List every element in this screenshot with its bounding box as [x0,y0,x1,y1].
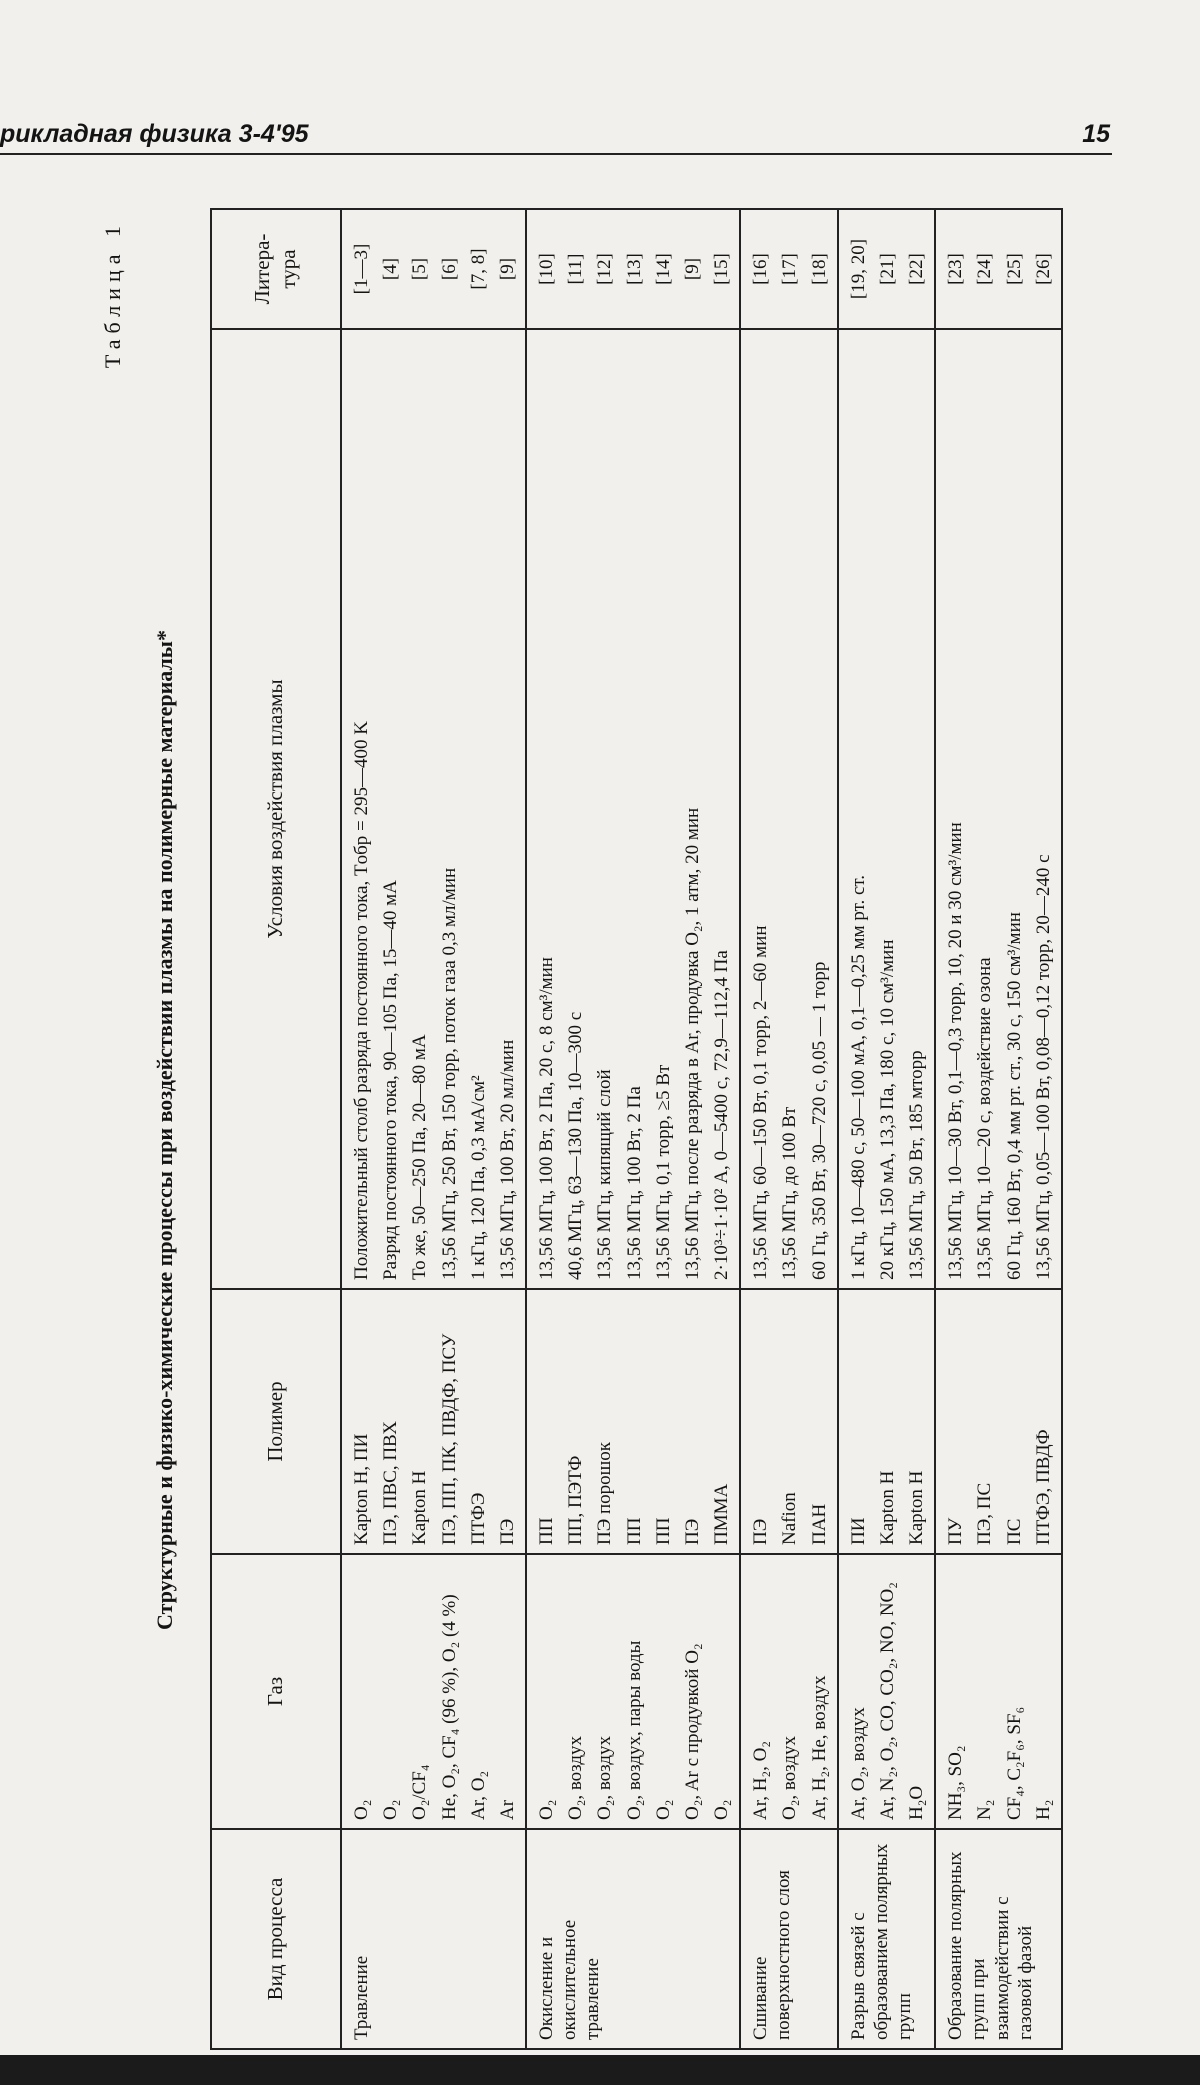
gas-cell: Ar, H₂, He, воздух [805,1554,838,1829]
ref-cell: [19, 20] [838,209,873,329]
table-row [620,209,649,2049]
ref-cell: [24] [970,209,999,329]
process-cell: Разрыв связей с образованием полярных групп [838,1829,936,2049]
table-row [435,209,464,2049]
gas-cell: NH₃, SO₂ [935,1554,970,1829]
ref-cell: [1—3] [341,209,376,329]
ref-cell: [14] [649,209,678,329]
table-row [493,209,526,2049]
scan-edge [0,2055,1200,2085]
process-cell: Образование полярных групп при взаимодействии с газовой фазой [935,1829,1062,2049]
table-row [561,209,590,2049]
conditions-cell: 13,56 МГц, кипящий слой [590,329,619,1289]
conditions-cell: 13,56 МГц, 0,05—100 Вт, 0,08—0,12 торр, 20—240 с [1029,329,1062,1289]
gas-cell: O₂/CF₄ [405,1554,434,1829]
gas-cell: O₂ [341,1554,376,1829]
data-table [210,208,1063,2050]
table-row [678,209,707,2049]
conditions-cell: 13,56 МГц, 100 Вт, 2 Па [620,329,649,1289]
table-row [805,209,838,2049]
table-row [902,209,935,2049]
conditions-cell: 60 Гц, 350 Вт, 30—720 с, 0,05 — 1 торр [805,329,838,1289]
polymer-cell: ПУ [935,1289,970,1554]
ref-cell: [11] [561,209,590,329]
table-row [464,209,493,2049]
ref-cell: [17] [775,209,804,329]
gas-cell: O₂, воздух, пары воды [620,1554,649,1829]
conditions-cell: Разряд постоянного тока, 90—105 Па, 15—40 мА [376,329,405,1289]
ref-cell: [23] [935,209,970,329]
gas-cell: Ar [493,1554,526,1829]
gas-cell: Ar, H₂, O₂ [740,1554,775,1829]
conditions-cell: 13,56 МГц, 100 Вт, 2 Па, 20 с, 8 см³/мин [526,329,561,1289]
column-header: Полимер [211,1289,341,1554]
conditions-cell: 40,6 МГц, 63—130 Па, 10—300 с [561,329,590,1289]
table-row [526,209,561,2049]
polymer-cell: ПЭ порошок [590,1289,619,1554]
ref-cell: [26] [1029,209,1062,329]
process-group [341,209,526,2049]
conditions-cell: 1 кГц, 120 Па, 0,3 мА/см² [464,329,493,1289]
table-header-row [211,209,341,2049]
polymer-cell: Kapton H, ПИ [341,1289,376,1554]
gas-cell: O₂, Ar с продувкой O₂ [678,1554,707,1829]
table-row [1029,209,1062,2049]
process-group [935,209,1062,2049]
column-header: Вид процесса [211,1829,341,2049]
gas-cell: He, O₂, CF₄ (96 %), O₂ (4 %) [435,1554,464,1829]
polymer-cell: ПЭ, ПП, ПК, ПВДФ, ПСУ [435,1289,464,1554]
polymer-cell: Nafion [775,1289,804,1554]
ref-cell: [9] [678,209,707,329]
page-number: 15 [1082,120,1110,148]
conditions-cell: 1 кГц, 10—480 с, 50—100 мА, 0,1—0,25 мм рт. ст. [838,329,873,1289]
polymer-cell: ПП [526,1289,561,1554]
gas-cell: N₂ [970,1554,999,1829]
table-row [590,209,619,2049]
table-row [935,209,970,2049]
column-header: Условия воздействия плазмы [211,329,341,1289]
table-row [873,209,902,2049]
polymer-cell: ПП, ПЭТФ [561,1289,590,1554]
ref-cell: [12] [590,209,619,329]
conditions-cell: 13,56 МГц, 10—30 Вт, 0,1—0,3 торр, 10, 20 и 30 см³/мин [935,329,970,1289]
ref-cell: [7, 8] [464,209,493,329]
ref-cell: [6] [435,209,464,329]
gas-cell: H₂O [902,1554,935,1829]
conditions-cell: То же, 50—250 Па, 20—80 мА [405,329,434,1289]
gas-cell: O₂ [707,1554,740,1829]
process-group [740,209,838,2049]
ref-cell: [22] [902,209,935,329]
ref-cell: [16] [740,209,775,329]
conditions-cell: 60 Гц, 160 Вт, 0,4 мм рт. ст., 30 с, 150 см³/мин [1000,329,1029,1289]
ref-cell: [9] [493,209,526,329]
polymer-cell: Kapton H [873,1289,902,1554]
gas-cell: CF₄, C₂F₆, SF₆ [1000,1554,1029,1829]
polymer-cell: Kapton H [902,1289,935,1554]
gas-cell: O₂, воздух [561,1554,590,1829]
table-row [1000,209,1029,2049]
polymer-cell: ПЭ, ПВС, ПВХ [376,1289,405,1554]
column-header: Литера-тура [211,209,341,329]
conditions-cell: 13,56 МГц, до 100 Вт [775,329,804,1289]
polymer-cell: Kapton H [405,1289,434,1554]
table-row [707,209,740,2049]
gas-cell: Ar, N₂, O₂, CO, CO₂, NO, NO₂ [873,1554,902,1829]
process-cell: Травление [341,1829,526,2049]
ref-cell: [10] [526,209,561,329]
gas-cell: O₂, воздух [775,1554,804,1829]
table-row [341,209,376,2049]
conditions-cell: 13,56 МГц, 100 Вт, 20 мл/мин [493,329,526,1289]
running-header [0,120,1110,150]
column-header: Газ [211,1554,341,1829]
ref-cell: [18] [805,209,838,329]
process-group [526,209,740,2049]
ref-cell: [21] [873,209,902,329]
conditions-cell: 20 кГц, 150 мА, 13,3 Па, 180 с, 10 см³/мин [873,329,902,1289]
process-cell: Окисление и окислительное травление [526,1829,740,2049]
table-title: Структурные и физико-химические процессы при воздействии плазмы на полимерные материалы* [152,630,177,1630]
ref-cell: [5] [405,209,434,329]
polymer-cell: ПАН [805,1289,838,1554]
polymer-cell: ПЭ, ПС [970,1289,999,1554]
polymer-cell: ПЭ [493,1289,526,1554]
journal-title: рикладная физика 3-4'95 [0,120,309,148]
polymer-cell: ПТФЭ, ПВДФ [1029,1289,1062,1554]
process-group [838,209,936,2049]
polymer-cell: ПЭ [740,1289,775,1554]
table-row [405,209,434,2049]
table-row [376,209,405,2049]
polymer-cell: ПИ [838,1289,873,1554]
gas-cell: O₂ [526,1554,561,1829]
table-row [740,209,775,2049]
polymer-cell: ПММА [707,1289,740,1554]
conditions-cell: 2·10³÷1·10² А, 0—5400 с, 72,9—112,4 Па [707,329,740,1289]
conditions-cell: 13,56 МГц, после разряда в Ar, продувка O₂, 1 атм, 20 мин [678,329,707,1289]
polymer-cell: ПП [649,1289,678,1554]
gas-cell: Ar, O₂ [464,1554,493,1829]
table-row [838,209,873,2049]
gas-cell: Ar, O₂, воздух [838,1554,873,1829]
polymer-cell: ПП [620,1289,649,1554]
gas-cell: O₂ [376,1554,405,1829]
table-label: Таблица 1 [100,220,125,369]
conditions-cell: 13,56 МГц, 10—20 с, воздействие озона [970,329,999,1289]
conditions-cell: 13,56 МГц, 0,1 торр, ≥5 Вт [649,329,678,1289]
conditions-cell: 13,56 МГц, 250 Вт, 150 торр, поток газа 0,3 мл/мин [435,329,464,1289]
ref-cell: [15] [707,209,740,329]
rotated-table-block [100,210,1054,2050]
ref-cell: [13] [620,209,649,329]
polymer-cell: ПЭ [678,1289,707,1554]
conditions-cell: Положительный столб разряда постоянного тока, Tобр = 295—400 K [341,329,376,1289]
table-row [970,209,999,2049]
gas-cell: H₂ [1029,1554,1062,1829]
gas-cell: O₂, воздух [590,1554,619,1829]
header-rule [0,153,1112,155]
conditions-cell: 13,56 МГц, 50 Вт, 185 мторр [902,329,935,1289]
polymer-cell: ПТФЭ [464,1289,493,1554]
polymer-cell: ПС [1000,1289,1029,1554]
table-row [649,209,678,2049]
ref-cell: [4] [376,209,405,329]
conditions-cell: 13,56 МГц, 60—150 Вт, 0,1 торр, 2—60 мин [740,329,775,1289]
table-row [775,209,804,2049]
ref-cell: [25] [1000,209,1029,329]
gas-cell: O₂ [649,1554,678,1829]
process-cell: Сшивание поверхностного слоя [740,1829,838,2049]
